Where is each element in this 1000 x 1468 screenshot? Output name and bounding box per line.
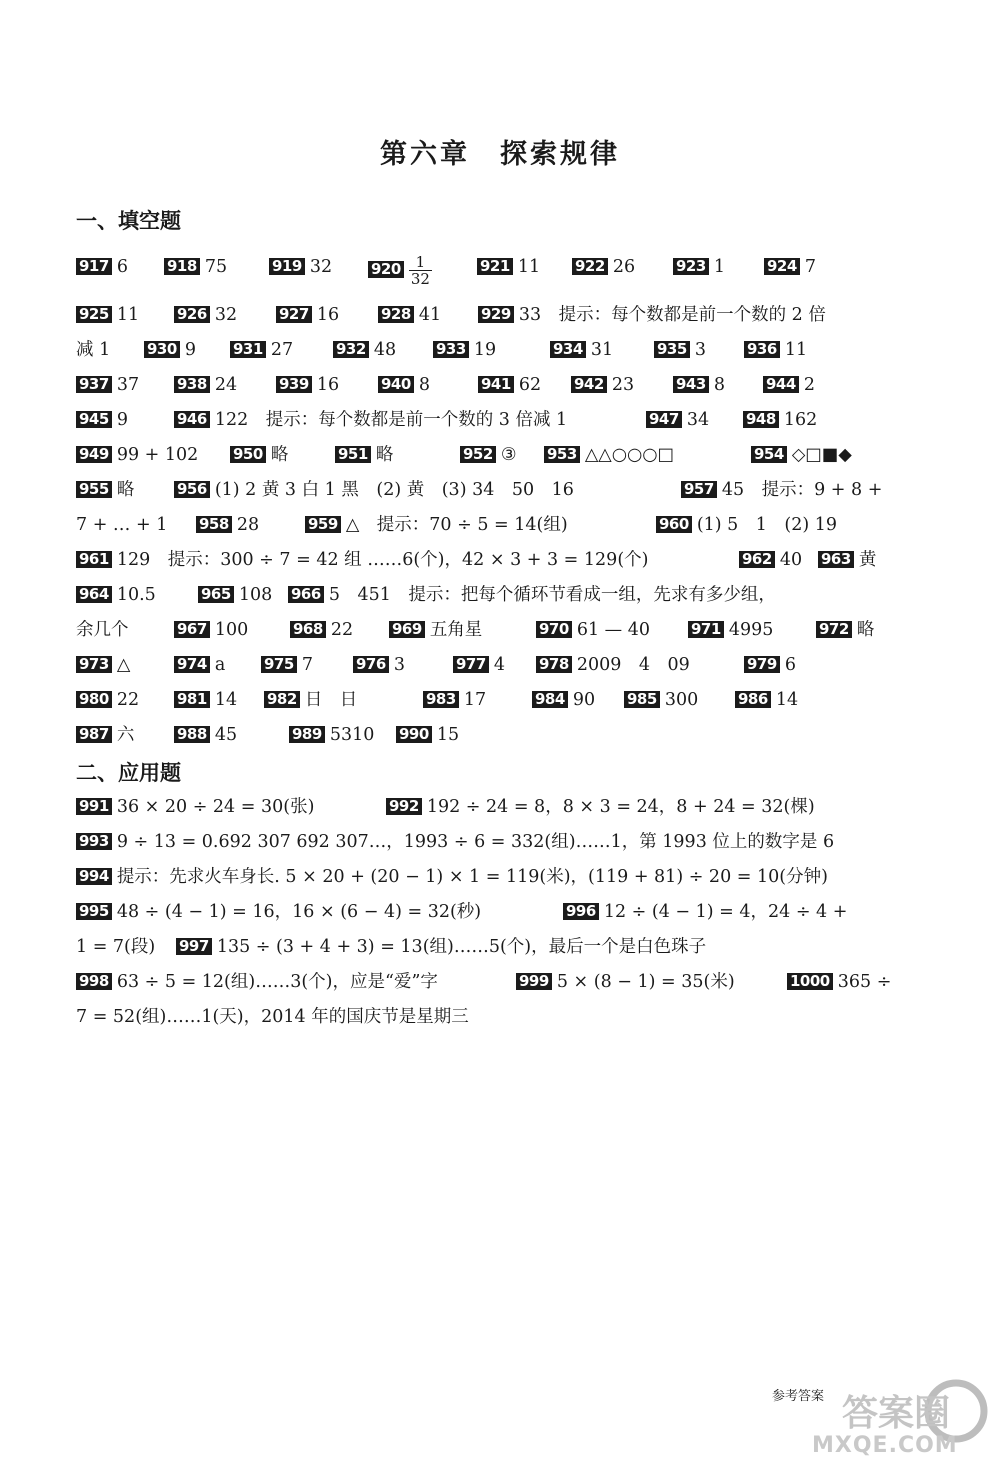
answer-text: 五角星 xyxy=(429,620,483,640)
answer-item xyxy=(550,337,613,363)
answer-item xyxy=(174,302,237,328)
answer-item xyxy=(818,547,876,573)
question-number-badge: 985 xyxy=(624,691,660,708)
question-number-badge: 947 xyxy=(646,411,682,428)
question-number-badge: 994 xyxy=(76,868,112,885)
question-number-badge: 936 xyxy=(744,341,780,358)
question-number-badge: 1000 xyxy=(787,973,833,990)
answer-line xyxy=(76,253,920,288)
question-number-badge: 974 xyxy=(174,656,210,673)
answer-item xyxy=(744,652,796,678)
answer-item xyxy=(174,652,225,678)
question-number-badge: 941 xyxy=(478,376,514,393)
answer-text: 5310 xyxy=(329,725,375,745)
answer-text: 14 xyxy=(775,690,799,710)
question-number-badge: 970 xyxy=(536,621,572,638)
answer-item xyxy=(751,442,852,468)
question-number-badge: 924 xyxy=(764,258,800,275)
answer-item xyxy=(368,254,432,287)
answer-item xyxy=(276,302,339,328)
answer-text: 36 × 20 ÷ 24 = 30(张) xyxy=(116,797,315,817)
question-number-badge: 938 xyxy=(174,376,210,393)
question-number-badge: 993 xyxy=(76,833,112,850)
answer-text: 23 xyxy=(611,375,635,395)
question-number-badge: 950 xyxy=(230,446,266,463)
answer-line xyxy=(76,829,920,855)
answer-item xyxy=(76,1004,469,1030)
question-number-badge: 982 xyxy=(264,691,300,708)
answer-item xyxy=(654,337,706,363)
answer-text: ③ xyxy=(500,445,517,465)
answer-item xyxy=(516,969,735,995)
answer-item xyxy=(144,337,196,363)
answer-line xyxy=(76,652,920,678)
question-number-badge: 935 xyxy=(654,341,690,358)
question-number-badge: 960 xyxy=(656,516,692,533)
question-number-badge: 966 xyxy=(288,586,324,603)
answer-text: 6 xyxy=(116,257,128,277)
question-number-badge: 931 xyxy=(230,341,266,358)
question-number-badge: 990 xyxy=(396,726,432,743)
answer-text: 48 xyxy=(373,340,397,360)
answer-line xyxy=(76,547,920,573)
answer-text: 9 ÷ 13 = 0.692 307 692 307…，1993 ÷ 6 = 332(组)……1，第 1993 位上的数字是 6 xyxy=(116,832,835,852)
answer-line xyxy=(76,794,920,820)
answer-item xyxy=(76,934,155,960)
question-number-badge: 918 xyxy=(164,258,200,275)
question-number-badge: 971 xyxy=(688,621,724,638)
answer-item xyxy=(76,969,438,995)
answer-line xyxy=(76,687,920,713)
answer-item xyxy=(353,652,405,678)
answer-item xyxy=(816,617,874,643)
answer-text: 24 xyxy=(214,375,238,395)
answer-line xyxy=(76,512,920,538)
answer-item xyxy=(656,512,837,538)
answer-line xyxy=(76,722,920,748)
answer-text: 16 xyxy=(316,375,340,395)
answer-item xyxy=(176,934,706,960)
answer-text: 提示：先求火车身长. 5 × 20 + (20 − 1) × 1 = 119(米)，(119 + 81) ÷ 20 = 10(分钟) xyxy=(116,867,828,887)
answer-text: 45 xyxy=(214,725,238,745)
question-number-badge: 944 xyxy=(763,376,799,393)
answer-text: 略 xyxy=(270,445,289,465)
question-number-badge: 969 xyxy=(389,621,425,638)
question-number-badge: 955 xyxy=(76,481,112,498)
answer-text: 黄 xyxy=(858,550,877,570)
answer-text: 129 提示：300 ÷ 7 = 42 组 ……6(个)，42 × 3 + 3 = 129(个) xyxy=(116,550,649,570)
question-number-badge: 927 xyxy=(276,306,312,323)
answer-item xyxy=(544,442,674,468)
answer-item xyxy=(532,687,595,713)
answer-item xyxy=(174,722,237,748)
question-number-badge: 925 xyxy=(76,306,112,323)
answer-item xyxy=(76,582,156,608)
question-number-badge: 959 xyxy=(305,516,341,533)
answer-text: 略 xyxy=(116,480,135,500)
question-number-badge: 949 xyxy=(76,446,112,463)
answer-item xyxy=(76,254,128,280)
question-number-badge: 978 xyxy=(536,656,572,673)
question-number-badge: 964 xyxy=(76,586,112,603)
answer-item xyxy=(76,372,139,398)
answer-text: 11 xyxy=(784,340,808,360)
answer-text: 34 xyxy=(686,410,710,430)
answer-item xyxy=(335,442,393,468)
question-number-badge: 980 xyxy=(76,691,112,708)
question-number-badge: 991 xyxy=(76,798,112,815)
answer-item xyxy=(386,794,815,820)
answer-item xyxy=(76,477,134,503)
answer-text: 48 ÷ (4 − 1) = 16，16 × (6 − 4) = 32(秒) xyxy=(116,902,482,922)
answer-text: 略 xyxy=(375,445,394,465)
answer-line xyxy=(76,582,920,608)
answer-item xyxy=(174,372,237,398)
answer-item xyxy=(276,372,339,398)
question-number-badge: 983 xyxy=(423,691,459,708)
question-number-badge: 926 xyxy=(174,306,210,323)
answer-text: 32 xyxy=(214,305,238,325)
question-number-badge: 972 xyxy=(816,621,852,638)
answer-item xyxy=(269,254,332,280)
question-number-badge: 956 xyxy=(174,481,210,498)
question-number-badge: 954 xyxy=(751,446,787,463)
question-number-badge: 988 xyxy=(174,726,210,743)
answer-text: △ xyxy=(116,655,131,675)
question-number-badge: 932 xyxy=(333,341,369,358)
question-number-badge: 921 xyxy=(477,258,513,275)
answer-text: △ 提示：70 ÷ 5 = 14(组) xyxy=(345,515,568,535)
answer-item xyxy=(735,687,798,713)
answer-item xyxy=(76,337,110,363)
section-heading-fill: 一、填空题 xyxy=(76,209,181,233)
question-number-badge: 933 xyxy=(433,341,469,358)
question-number-badge: 937 xyxy=(76,376,112,393)
answer-text: 17 xyxy=(463,690,487,710)
answer-item xyxy=(536,617,650,643)
answer-text: 22 xyxy=(330,620,354,640)
question-number-badge: 997 xyxy=(176,938,212,955)
answer-line xyxy=(76,899,920,925)
answer-text: ◇□■◆ xyxy=(791,445,852,465)
answer-item xyxy=(743,407,817,433)
question-number-badge: 942 xyxy=(571,376,607,393)
answer-item xyxy=(423,687,486,713)
answer-item xyxy=(787,969,891,995)
answer-item xyxy=(739,547,802,573)
question-number-badge: 998 xyxy=(76,973,112,990)
question-number-badge: 968 xyxy=(290,621,326,638)
answer-item xyxy=(230,337,293,363)
question-number-badge: 979 xyxy=(744,656,780,673)
answer-item xyxy=(378,372,430,398)
question-number-badge: 934 xyxy=(550,341,586,358)
answer-item xyxy=(571,372,634,398)
answer-text: 26 xyxy=(612,257,636,277)
fraction-denominator: 32 xyxy=(410,270,430,288)
answer-item xyxy=(763,372,815,398)
answer-line xyxy=(76,372,920,398)
answer-line xyxy=(76,864,920,890)
answer-text: 63 ÷ 5 = 12(组)……3(个)，应是“爱”字 xyxy=(116,972,438,992)
answer-item xyxy=(230,442,288,468)
question-number-badge: 977 xyxy=(453,656,489,673)
answer-item xyxy=(76,302,139,328)
answer-text: 11 xyxy=(517,257,541,277)
answer-text: 122 提示：每个数都是前一个数的 3 倍减 1 xyxy=(214,410,568,430)
answer-item xyxy=(536,652,690,678)
question-number-badge: 987 xyxy=(76,726,112,743)
question-number-badge: 976 xyxy=(353,656,389,673)
question-number-badge: 922 xyxy=(572,258,608,275)
answer-item xyxy=(378,302,441,328)
svg-text:答案圈: 答案圈 xyxy=(842,1393,951,1434)
answer-text: 16 xyxy=(316,305,340,325)
fraction xyxy=(409,254,432,287)
answer-text: 22 xyxy=(116,690,140,710)
page-footer: 参考答案 xyxy=(772,1389,825,1404)
answer-text: 2 xyxy=(803,375,815,395)
answer-item xyxy=(646,407,709,433)
answer-item xyxy=(681,477,882,503)
answer-item xyxy=(164,254,227,280)
answer-item xyxy=(396,722,459,748)
answer-text: 9 xyxy=(184,340,196,360)
answer-item xyxy=(290,617,353,643)
answer-text: 75 xyxy=(204,257,228,277)
answer-item xyxy=(76,687,139,713)
answer-item xyxy=(76,864,828,890)
answer-text: 45 提示：9 + 8 + xyxy=(721,480,883,500)
answer-text: 7 = 52(组)……1(天)，2014 年的国庆节是星期三 xyxy=(76,1007,469,1027)
answer-text: 11 xyxy=(116,305,140,325)
answer-item xyxy=(76,899,481,925)
answer-item xyxy=(76,794,314,820)
answer-text: 31 xyxy=(590,340,614,360)
answer-item xyxy=(389,617,482,643)
answer-text: 100 xyxy=(214,620,249,640)
answer-line xyxy=(76,302,920,328)
answer-item xyxy=(460,442,517,468)
question-number-badge: 945 xyxy=(76,411,112,428)
question-number-badge: 986 xyxy=(735,691,771,708)
answer-item xyxy=(76,547,648,573)
answer-text: 300 xyxy=(664,690,699,710)
question-number-badge: 989 xyxy=(289,726,325,743)
answer-text: 162 xyxy=(783,410,818,430)
answer-item xyxy=(76,652,130,678)
answer-text: 7 xyxy=(301,655,313,675)
fraction-numerator: 1 xyxy=(409,254,432,271)
answer-item xyxy=(174,617,248,643)
question-number-badge: 973 xyxy=(76,656,112,673)
answer-item xyxy=(305,512,568,538)
answer-text: a xyxy=(214,655,226,675)
answer-text: 1 = 7(段) xyxy=(76,937,156,957)
answer-text: 日 日 xyxy=(304,690,358,710)
answer-text: 365 ÷ xyxy=(837,972,892,992)
question-number-badge: 917 xyxy=(76,258,112,275)
answer-text: 7 + … + 1 xyxy=(76,515,168,535)
answer-item xyxy=(174,477,574,503)
answer-item xyxy=(572,254,635,280)
answer-item xyxy=(196,512,259,538)
answer-text: 14 xyxy=(214,690,238,710)
answer-item xyxy=(76,617,129,643)
question-number-badge: 975 xyxy=(261,656,297,673)
answer-text: 3 xyxy=(393,655,405,675)
answer-text: 28 xyxy=(236,515,260,535)
answer-line xyxy=(76,407,920,433)
answer-text: 9 xyxy=(116,410,128,430)
answer-text: 5 × (8 − 1) = 35(米) xyxy=(556,972,735,992)
question-number-badge: 928 xyxy=(378,306,414,323)
question-number-badge: 953 xyxy=(544,446,580,463)
answer-text: 余几个 xyxy=(76,620,129,640)
question-number-badge: 920 xyxy=(368,261,404,278)
answer-text: 4 xyxy=(493,655,505,675)
answer-text: 8 xyxy=(418,375,430,395)
answer-text: 略 xyxy=(856,620,875,640)
answer-text: 减 1 xyxy=(76,340,111,360)
answer-item xyxy=(624,687,698,713)
answer-text: 3 xyxy=(694,340,706,360)
answer-item xyxy=(76,442,198,468)
answer-item xyxy=(744,337,807,363)
answer-text: 32 xyxy=(309,257,333,277)
answer-item xyxy=(478,372,541,398)
answer-text: 90 xyxy=(572,690,596,710)
answer-line xyxy=(76,337,920,363)
answer-item xyxy=(76,829,834,855)
answer-item xyxy=(174,687,237,713)
answer-text: 37 xyxy=(116,375,140,395)
answer-line xyxy=(76,477,920,503)
answer-item xyxy=(198,582,272,608)
answer-text: 19 xyxy=(473,340,497,360)
question-number-badge: 930 xyxy=(144,341,180,358)
section-heading-apply: 二、应用题 xyxy=(76,761,181,785)
watermark-text: MXQE.COM xyxy=(812,1433,958,1458)
answer-line xyxy=(76,1004,920,1030)
answer-text: (1) 5 1 (2) 19 xyxy=(696,515,838,535)
answer-text: (1) 2 黄 3 白 1 黑 (2) 黄 (3) 34 50 16 xyxy=(214,480,574,500)
answer-text: 62 xyxy=(518,375,542,395)
question-number-badge: 992 xyxy=(386,798,422,815)
answer-item xyxy=(478,302,826,328)
answer-text: 27 xyxy=(270,340,294,360)
question-number-badge: 963 xyxy=(818,551,854,568)
answer-text: 40 xyxy=(779,550,803,570)
question-number-badge: 951 xyxy=(335,446,371,463)
answer-item xyxy=(264,687,357,713)
question-number-badge: 943 xyxy=(673,376,709,393)
answer-line xyxy=(76,442,920,468)
answer-item xyxy=(261,652,313,678)
question-number-badge: 948 xyxy=(743,411,779,428)
answer-text: 4995 xyxy=(728,620,774,640)
question-number-badge: 923 xyxy=(673,258,709,275)
page-title: 第六章 探索规律 xyxy=(380,139,620,170)
answer-item xyxy=(174,407,567,433)
question-number-badge: 967 xyxy=(174,621,210,638)
question-number-badge: 995 xyxy=(76,903,112,920)
question-number-badge: 965 xyxy=(198,586,234,603)
answer-text: 192 ÷ 24 = 8，8 × 3 = 24，8 + 24 = 32(棵) xyxy=(426,797,815,817)
question-number-badge: 957 xyxy=(681,481,717,498)
answer-text: 六 xyxy=(116,725,135,745)
question-number-badge: 961 xyxy=(76,551,112,568)
answer-item xyxy=(76,512,167,538)
question-number-badge: 939 xyxy=(276,376,312,393)
answer-text: 61 — 40 xyxy=(576,620,650,640)
answer-text: △△○○○□ xyxy=(584,445,675,465)
answer-text: 6 xyxy=(784,655,796,675)
answer-text: 2009 4 09 xyxy=(576,655,690,675)
answer-text: 5 451 提示：把每个循环节看成一组，先求有多少组， xyxy=(328,585,776,605)
answer-item xyxy=(563,899,847,925)
answer-item xyxy=(288,582,776,608)
answer-text: 12 ÷ (4 − 1) = 4，24 ÷ 4 + xyxy=(603,902,848,922)
question-number-badge: 984 xyxy=(532,691,568,708)
question-number-badge: 958 xyxy=(196,516,232,533)
answer-item xyxy=(688,617,773,643)
answer-text: 135 ÷ (3 + 4 + 3) = 13(组)……5(个)，最后一个是白色珠子 xyxy=(216,937,707,957)
answer-text: 7 xyxy=(804,257,816,277)
question-number-badge: 929 xyxy=(478,306,514,323)
question-number-badge: 999 xyxy=(516,973,552,990)
answer-text: 33 提示：每个数都是前一个数的 2 倍 xyxy=(518,305,826,325)
answer-item xyxy=(433,337,496,363)
answer-item xyxy=(333,337,396,363)
answer-text: 15 xyxy=(436,725,460,745)
answer-item xyxy=(673,372,725,398)
answer-item xyxy=(289,722,374,748)
question-number-badge: 919 xyxy=(269,258,305,275)
question-number-badge: 952 xyxy=(460,446,496,463)
answer-line xyxy=(76,969,920,995)
answer-item xyxy=(76,722,134,748)
answer-item xyxy=(673,254,725,280)
answer-item xyxy=(453,652,505,678)
answer-item xyxy=(477,254,540,280)
answer-item xyxy=(764,254,816,280)
answer-line xyxy=(76,617,920,643)
answer-text: 10.5 xyxy=(116,585,156,605)
answer-text: 1 xyxy=(713,257,725,277)
question-number-badge: 962 xyxy=(739,551,775,568)
question-number-badge: 946 xyxy=(174,411,210,428)
answer-text: 41 xyxy=(418,305,442,325)
answer-text: 108 xyxy=(238,585,273,605)
question-number-badge: 940 xyxy=(378,376,414,393)
answer-text: 99 + 102 xyxy=(116,445,199,465)
answer-text: 8 xyxy=(713,375,725,395)
answer-item xyxy=(76,407,128,433)
question-number-badge: 996 xyxy=(563,903,599,920)
answer-line xyxy=(76,934,920,960)
question-number-badge: 981 xyxy=(174,691,210,708)
